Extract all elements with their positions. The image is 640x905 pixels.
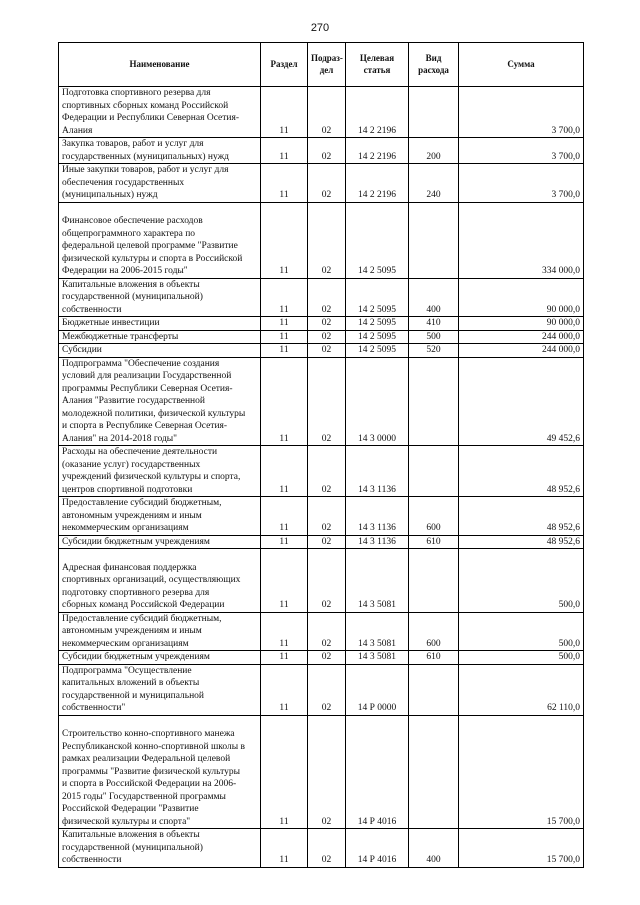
name-cell: Межбюджетные трансферты	[59, 330, 261, 344]
section-cell: 11	[261, 202, 308, 278]
expense-type-cell: 600	[409, 497, 459, 536]
col-header-section: Раздел	[261, 43, 308, 87]
subsection-cell: 02	[308, 202, 346, 278]
col-header-expense-type: Вид расхода	[409, 43, 459, 87]
section-cell: 11	[261, 278, 308, 317]
expense-type-cell: 500	[409, 330, 459, 344]
subsection-cell: 02	[308, 497, 346, 536]
amount-cell: 49 452,6	[459, 357, 584, 446]
budget-table	[58, 42, 584, 868]
article-cell: 14 3 0000	[346, 357, 409, 446]
expense-type-cell: 610	[409, 535, 459, 549]
amount-cell: 500,0	[459, 549, 584, 613]
subsection-cell: 02	[308, 651, 346, 665]
section-cell: 11	[261, 829, 308, 868]
article-cell: 14 2 2196	[346, 164, 409, 203]
name-cell: Строительство конно-спортивного манежа Республиканской конно-спортивной школы в рамках реализации Федеральной целевой программы "Развитие физической культуры и спорта в Российской Федерации на 2006- 2015 годы" Государственной программы Российской Федерации "Развитие физической культуры и спорта"	[59, 715, 261, 829]
col-header-amount: Сумма	[459, 43, 584, 87]
table-row	[59, 344, 584, 358]
table-row	[59, 535, 584, 549]
expense-type-cell: 400	[409, 278, 459, 317]
section-cell: 11	[261, 138, 308, 164]
section-cell: 11	[261, 317, 308, 331]
table-row	[59, 138, 584, 164]
section-cell: 11	[261, 664, 308, 715]
page-number: 270	[310, 22, 330, 34]
subsection-cell: 02	[308, 357, 346, 446]
article-cell: 14 2 5095	[346, 202, 409, 278]
amount-cell: 244 000,0	[459, 330, 584, 344]
table-row	[59, 87, 584, 138]
table-row	[59, 357, 584, 446]
expense-type-cell: 240	[409, 164, 459, 203]
amount-cell: 48 952,6	[459, 497, 584, 536]
table-row	[59, 330, 584, 344]
name-cell: Капитальные вложения в объекты государственной (муниципальной) собственности	[59, 278, 261, 317]
article-cell: 14 3 5081	[346, 612, 409, 651]
expense-type-cell	[409, 87, 459, 138]
section-cell: 11	[261, 357, 308, 446]
table-row	[59, 664, 584, 715]
name-cell: Предоставление субсидий бюджетным, автономным учреждениям и иным некоммерческим организациям	[59, 612, 261, 651]
section-cell: 11	[261, 549, 308, 613]
article-cell: 14 3 5081	[346, 651, 409, 665]
article-cell: 14 3 1136	[346, 446, 409, 497]
expense-type-cell	[409, 664, 459, 715]
section-cell: 11	[261, 535, 308, 549]
subsection-cell: 02	[308, 829, 346, 868]
section-cell: 11	[261, 87, 308, 138]
table-row	[59, 715, 584, 829]
section-cell: 11	[261, 344, 308, 358]
section-cell: 11	[261, 651, 308, 665]
name-cell: Подпрограмма "Осуществление капитальных вложений в объекты государственной и муниципальной собственности"	[59, 664, 261, 715]
table-body	[59, 87, 584, 868]
article-cell: 14 2 5095	[346, 278, 409, 317]
amount-cell: 62 110,0	[459, 664, 584, 715]
name-cell: Финансовое обеспечение расходов общепрограммного характера по федеральной целевой программе "Развитие физической культуры и спорта в Российской Федерации на 2006-2015 годы"	[59, 202, 261, 278]
table-row	[59, 549, 584, 613]
col-header-article: Целевая статья	[346, 43, 409, 87]
article-cell: 14 3 5081	[346, 549, 409, 613]
section-cell: 11	[261, 164, 308, 203]
expense-type-cell	[409, 202, 459, 278]
name-cell: Субсидии	[59, 344, 261, 358]
amount-cell: 334 000,0	[459, 202, 584, 278]
article-cell: 14 3 1136	[346, 535, 409, 549]
subsection-cell: 02	[308, 164, 346, 203]
article-cell: 14 Р 4016	[346, 829, 409, 868]
amount-cell: 3 700,0	[459, 164, 584, 203]
table-row	[59, 202, 584, 278]
table-row	[59, 164, 584, 203]
table-row	[59, 446, 584, 497]
amount-cell: 3 700,0	[459, 87, 584, 138]
table-row	[59, 829, 584, 868]
subsection-cell: 02	[308, 344, 346, 358]
article-cell: 14 3 1136	[346, 497, 409, 536]
name-cell: Бюджетные инвестиции	[59, 317, 261, 331]
section-cell: 11	[261, 446, 308, 497]
subsection-cell: 02	[308, 535, 346, 549]
subsection-cell: 02	[308, 138, 346, 164]
article-cell: 14 Р 4016	[346, 715, 409, 829]
subsection-cell: 02	[308, 664, 346, 715]
subsection-cell: 02	[308, 446, 346, 497]
expense-type-cell	[409, 715, 459, 829]
subsection-cell: 02	[308, 87, 346, 138]
subsection-cell: 02	[308, 612, 346, 651]
section-cell: 11	[261, 612, 308, 651]
section-cell: 11	[261, 715, 308, 829]
name-cell: Закупка товаров, работ и услуг для государственных (муниципальных) нужд	[59, 138, 261, 164]
name-cell: Субсидии бюджетным учреждениям	[59, 651, 261, 665]
section-cell: 11	[261, 497, 308, 536]
expense-type-cell: 600	[409, 612, 459, 651]
col-header-name: Наименование	[59, 43, 261, 87]
amount-cell: 500,0	[459, 651, 584, 665]
expense-type-cell	[409, 446, 459, 497]
name-cell: Расходы на обеспечение деятельности (оказание услуг) государственных учреждений физической культуры и спорта, центров спортивной подготовки	[59, 446, 261, 497]
subsection-cell: 02	[308, 549, 346, 613]
article-cell: 14 2 5095	[346, 317, 409, 331]
table-header-row	[59, 43, 584, 87]
amount-cell: 48 952,6	[459, 446, 584, 497]
table-row	[59, 651, 584, 665]
amount-cell: 90 000,0	[459, 278, 584, 317]
col-header-subsection: Подраз- дел	[308, 43, 346, 87]
name-cell: Предоставление субсидий бюджетным, автономным учреждениям и иным некоммерческим организациям	[59, 497, 261, 536]
table-row	[59, 317, 584, 331]
name-cell: Иные закупки товаров, работ и услуг для обеспечения государственных (муниципальных) нужд	[59, 164, 261, 203]
expense-type-cell: 520	[409, 344, 459, 358]
name-cell: Капитальные вложения в объекты государственной (муниципальной) собственности	[59, 829, 261, 868]
subsection-cell: 02	[308, 330, 346, 344]
article-cell: 14 2 2196	[346, 138, 409, 164]
amount-cell: 15 700,0	[459, 715, 584, 829]
amount-cell: 48 952,6	[459, 535, 584, 549]
article-cell: 14 2 5095	[346, 330, 409, 344]
name-cell: Подготовка спортивного резерва для спортивных сборных команд Российской Федерации и Республики Северная Осетия- Алания	[59, 87, 261, 138]
expense-type-cell	[409, 549, 459, 613]
subsection-cell: 02	[308, 715, 346, 829]
name-cell: Подпрограмма "Обеспечение создания условий для реализации Государственной программы Республики Северная Осетия- Алания "Развитие государственной молодежной политики, физической культуры и спорта в Республике Северная Осетия- Алания" на 2014-2018 годы"	[59, 357, 261, 446]
amount-cell: 244 000,0	[459, 344, 584, 358]
expense-type-cell	[409, 357, 459, 446]
table-row	[59, 278, 584, 317]
name-cell: Адресная финансовая поддержка спортивных организаций, осуществляющих подготовку спортивного резерва для сборных команд Российской Федерации	[59, 549, 261, 613]
subsection-cell: 02	[308, 317, 346, 331]
article-cell: 14 Р 0000	[346, 664, 409, 715]
name-cell: Субсидии бюджетным учреждениям	[59, 535, 261, 549]
table-row	[59, 612, 584, 651]
subsection-cell: 02	[308, 278, 346, 317]
amount-cell: 500,0	[459, 612, 584, 651]
expense-type-cell: 610	[409, 651, 459, 665]
expense-type-cell: 400	[409, 829, 459, 868]
amount-cell: 90 000,0	[459, 317, 584, 331]
table-row	[59, 497, 584, 536]
amount-cell: 15 700,0	[459, 829, 584, 868]
article-cell: 14 2 2196	[346, 87, 409, 138]
expense-type-cell: 200	[409, 138, 459, 164]
article-cell: 14 2 5095	[346, 344, 409, 358]
amount-cell: 3 700,0	[459, 138, 584, 164]
section-cell: 11	[261, 330, 308, 344]
expense-type-cell: 410	[409, 317, 459, 331]
